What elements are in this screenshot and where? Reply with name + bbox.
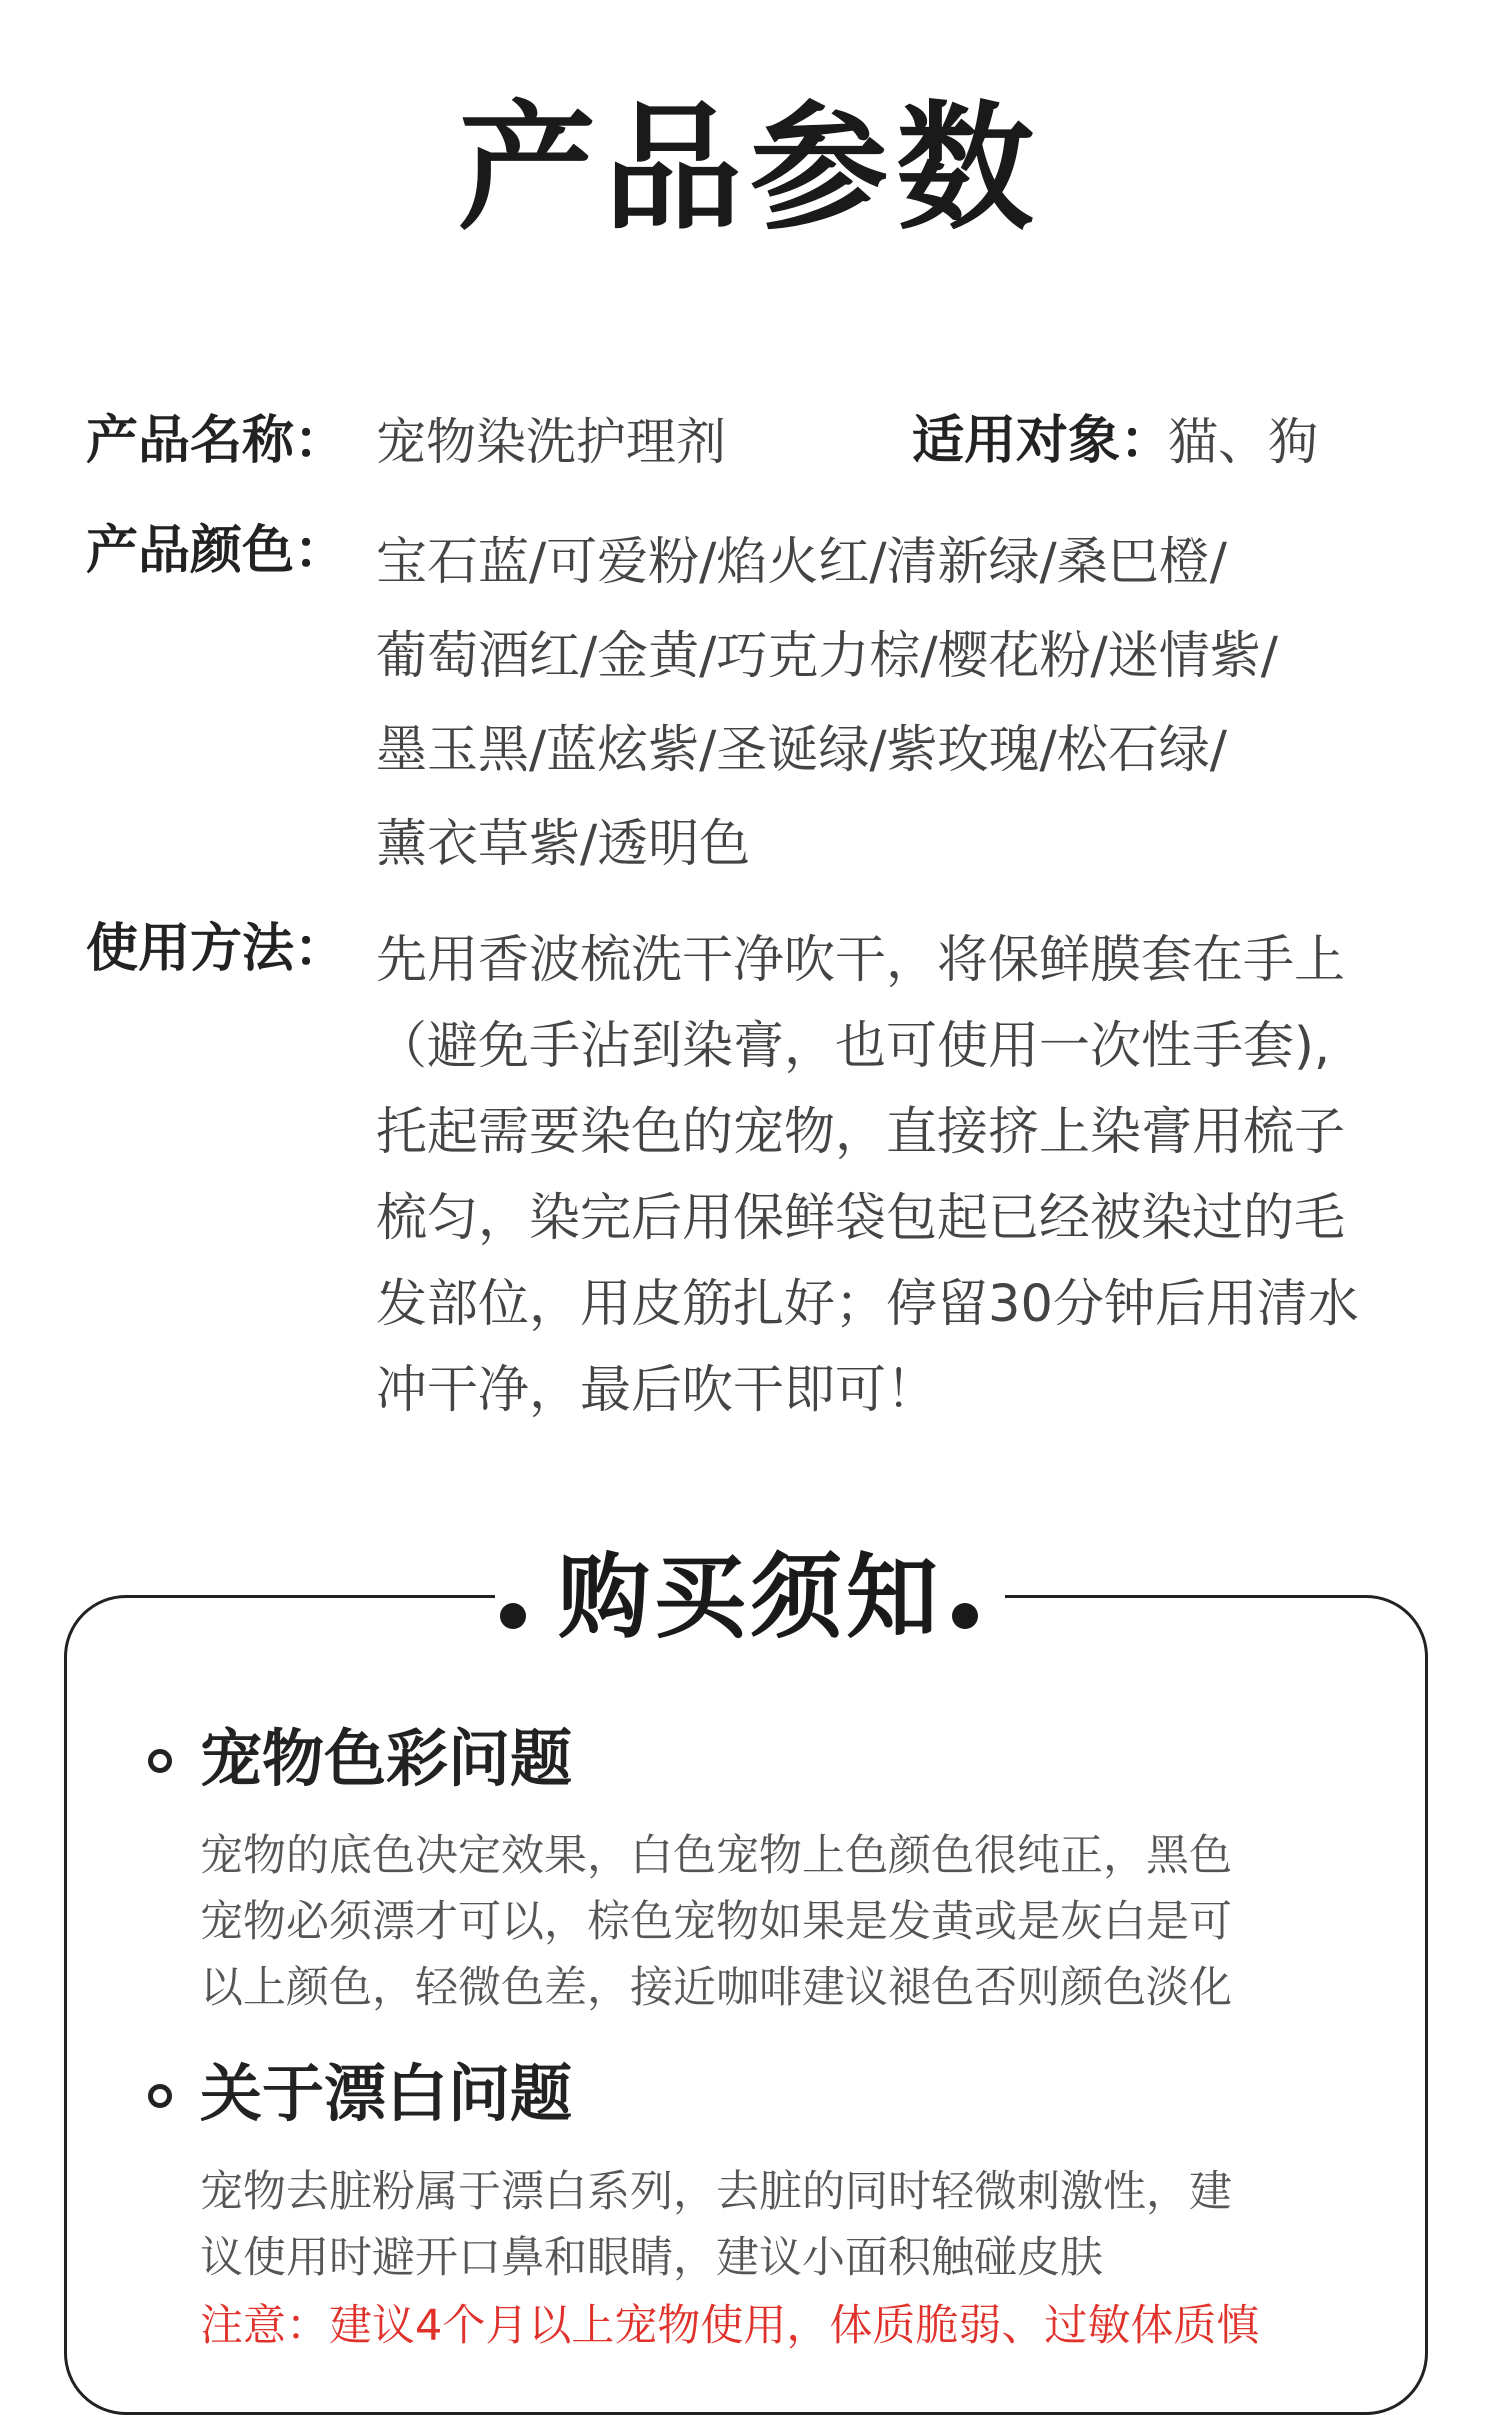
- page-title: 产品参数: [457, 88, 1042, 249]
- warning-text: 注意：建议4个月以上宠物使用，体质脆弱、过敏体质慎: [200, 2301, 1260, 2351]
- section-title-color: 宠物色彩问题: [200, 1722, 573, 1795]
- section-line: 议使用时避开口鼻和眼睛，建议小面积触碰皮肤: [200, 2233, 1103, 2283]
- target-label: 适用对象：: [912, 411, 1173, 471]
- section-line: 宠物的底色决定效果，白色宠物上色颜色很纯正，黑色: [200, 1831, 1232, 1881]
- notice-title: 购买须知: [557, 1544, 942, 1651]
- usage-line: 发部位，用皮筋扎好；停留30分钟后用清水: [376, 1275, 1359, 1334]
- product-color-label: 产品颜色：: [86, 521, 347, 581]
- usage-line: 托起需要染色的宠物，直接挤上染膏用梳子: [376, 1103, 1346, 1162]
- section-line: 宠物必须漂才可以，棕色宠物如果是发黄或是灰白是可: [200, 1897, 1232, 1947]
- color-line: 薰衣草紫/透明色: [376, 815, 751, 874]
- color-line: 葡萄酒红/金黄/巧克力棕/樱花粉/迷情紫/: [376, 627, 1278, 686]
- section-line: 以上颜色，轻微色差，接近咖啡建议褪色否则颜色淡化: [200, 1963, 1232, 2013]
- color-line: 宝石蓝/可爱粉/焰火红/清新绿/桑巴橙/: [376, 533, 1227, 592]
- section-bullet-icon: [148, 2084, 172, 2108]
- usage-line: 先用香波梳洗干净吹干，将保鲜膜套在手上: [376, 931, 1346, 990]
- section-bullet-icon: [148, 1749, 172, 1773]
- usage-line: 梳匀，染完后用保鲜袋包起已经被染过的毛: [376, 1189, 1346, 1248]
- section-title-bleach: 关于漂白问题: [200, 2057, 573, 2130]
- target-value: 猫、狗: [1168, 413, 1318, 471]
- usage-label: 使用方法：: [86, 919, 347, 979]
- section-line: 宠物去脏粉属于漂白系列，去脏的同时轻微刺激性，建: [200, 2167, 1232, 2217]
- usage-line: 冲干净，最后吹干即可！: [376, 1361, 938, 1420]
- color-line: 墨玉黑/蓝炫紫/圣诞绿/紫玫瑰/松石绿/: [376, 721, 1227, 780]
- product-name-value: 宠物染洗护理剂: [376, 413, 726, 471]
- product-name-label: 产品名称：: [86, 411, 347, 471]
- usage-line: （避免手沾到染膏，也可使用一次性手套),: [376, 1017, 1331, 1076]
